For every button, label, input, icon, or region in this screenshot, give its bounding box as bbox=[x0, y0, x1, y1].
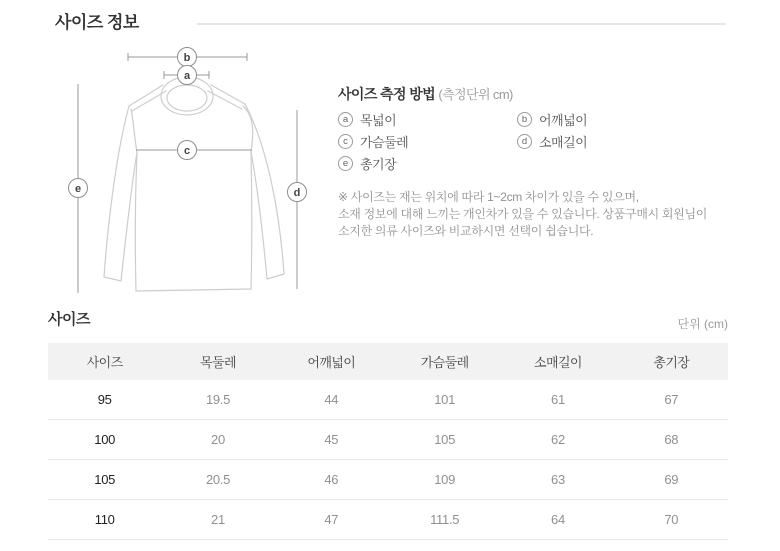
measure-marker-c bbox=[178, 141, 197, 160]
table-row bbox=[48, 420, 728, 460]
cell-neck: 20 bbox=[211, 432, 225, 447]
cell-shoulder: 44 bbox=[324, 392, 339, 407]
guide-item-total-length bbox=[338, 154, 396, 173]
guide-unit-note: (측정단위 cm) bbox=[438, 87, 513, 102]
marker-e-label: e bbox=[74, 183, 82, 195]
cell-length: 69 bbox=[664, 472, 679, 487]
measure-marker-b bbox=[178, 48, 197, 67]
size-disclaimer-note bbox=[338, 189, 758, 240]
measure-marker-e bbox=[69, 179, 88, 198]
cell-sleeve: 62 bbox=[551, 432, 565, 447]
cell-neck: 19.5 bbox=[205, 392, 231, 407]
marker-a-label: a bbox=[183, 70, 191, 82]
guide-item-label: 목넓이 bbox=[360, 113, 397, 128]
marker-c-label: c bbox=[183, 145, 191, 157]
measurement-lines bbox=[78, 53, 297, 293]
circle-letter-c: c bbox=[338, 134, 353, 149]
cell-size: 105 bbox=[94, 472, 116, 487]
circle-letter-e: e bbox=[338, 156, 353, 171]
cell-size: 110 bbox=[94, 512, 115, 527]
cell-sleeve: 63 bbox=[551, 472, 565, 487]
guide-item-chest bbox=[338, 132, 408, 151]
shirt-outline bbox=[104, 77, 284, 291]
note-line-1: ※ 사이즈는 재는 위치에 따라 1~2cm 차이가 있을 수 있으며, bbox=[338, 190, 639, 204]
guide-title-text: 사이즈 측정 방법 bbox=[338, 86, 436, 102]
circle-letter-b: b bbox=[517, 112, 532, 127]
note-line-2: 소재 정보에 대해 느끼는 개인차가 있을 수 있습니다. 상품구매시 회원님이 bbox=[338, 207, 708, 221]
col-header-chest: 가슴둘레 bbox=[420, 355, 469, 370]
col-header-neck: 목둘레 bbox=[200, 355, 236, 370]
size-table-unit: 단위 (cm) bbox=[677, 317, 728, 331]
guide-item-label: 총기장 bbox=[360, 157, 397, 172]
measurement-guide-title bbox=[338, 84, 513, 104]
cell-length: 67 bbox=[664, 392, 679, 407]
cell-sleeve: 64 bbox=[551, 512, 565, 527]
table-row bbox=[48, 460, 728, 500]
cell-size: 95 bbox=[97, 392, 112, 407]
guide-item-shoulder-width bbox=[517, 110, 587, 129]
col-header-length: 총기장 bbox=[653, 355, 690, 370]
shirt-measurement-diagram bbox=[60, 40, 315, 305]
cell-shoulder: 47 bbox=[324, 512, 339, 527]
guide-item-sleeve-length bbox=[517, 132, 587, 151]
table-row bbox=[48, 380, 728, 420]
marker-d-label: d bbox=[293, 187, 301, 199]
measure-marker-d bbox=[288, 183, 307, 202]
col-header-sleeve: 소매길이 bbox=[534, 355, 582, 370]
cell-size: 100 bbox=[94, 432, 116, 447]
cell-length: 70 bbox=[664, 512, 679, 527]
guide-item-label: 어깨넓이 bbox=[539, 113, 588, 128]
size-table-title: 사이즈 bbox=[48, 311, 90, 328]
page-title: 사이즈 정보 bbox=[55, 13, 139, 32]
col-header-size: 사이즈 bbox=[86, 355, 123, 370]
cell-chest: 101 bbox=[434, 392, 456, 407]
guide-item-neck-width bbox=[338, 110, 396, 129]
col-header-shoulder: 어깨넓이 bbox=[307, 355, 356, 370]
circle-letter-d: d bbox=[517, 134, 532, 149]
cell-chest: 105 bbox=[434, 432, 456, 447]
cell-length: 68 bbox=[664, 432, 679, 447]
guide-item-label: 소매길이 bbox=[539, 135, 588, 150]
title-divider bbox=[197, 23, 726, 25]
circle-letter-a: a bbox=[338, 112, 353, 127]
cell-neck: 20.5 bbox=[205, 472, 231, 487]
guide-item-label: 가슴둘레 bbox=[360, 135, 409, 150]
cell-shoulder: 46 bbox=[324, 472, 339, 487]
note-line-3: 소지한 의류 사이즈와 비교하시면 선택이 쉽습니다. bbox=[338, 224, 594, 238]
cell-shoulder: 45 bbox=[324, 432, 339, 447]
cell-sleeve: 61 bbox=[551, 392, 565, 407]
marker-b-label: b bbox=[183, 52, 191, 64]
cell-neck: 21 bbox=[211, 512, 225, 527]
table-row bbox=[48, 500, 728, 540]
cell-chest: 111.5 bbox=[430, 512, 460, 527]
table-header-row bbox=[48, 343, 728, 380]
measure-marker-a bbox=[178, 66, 197, 85]
cell-chest: 109 bbox=[434, 472, 456, 487]
size-table bbox=[48, 343, 728, 540]
